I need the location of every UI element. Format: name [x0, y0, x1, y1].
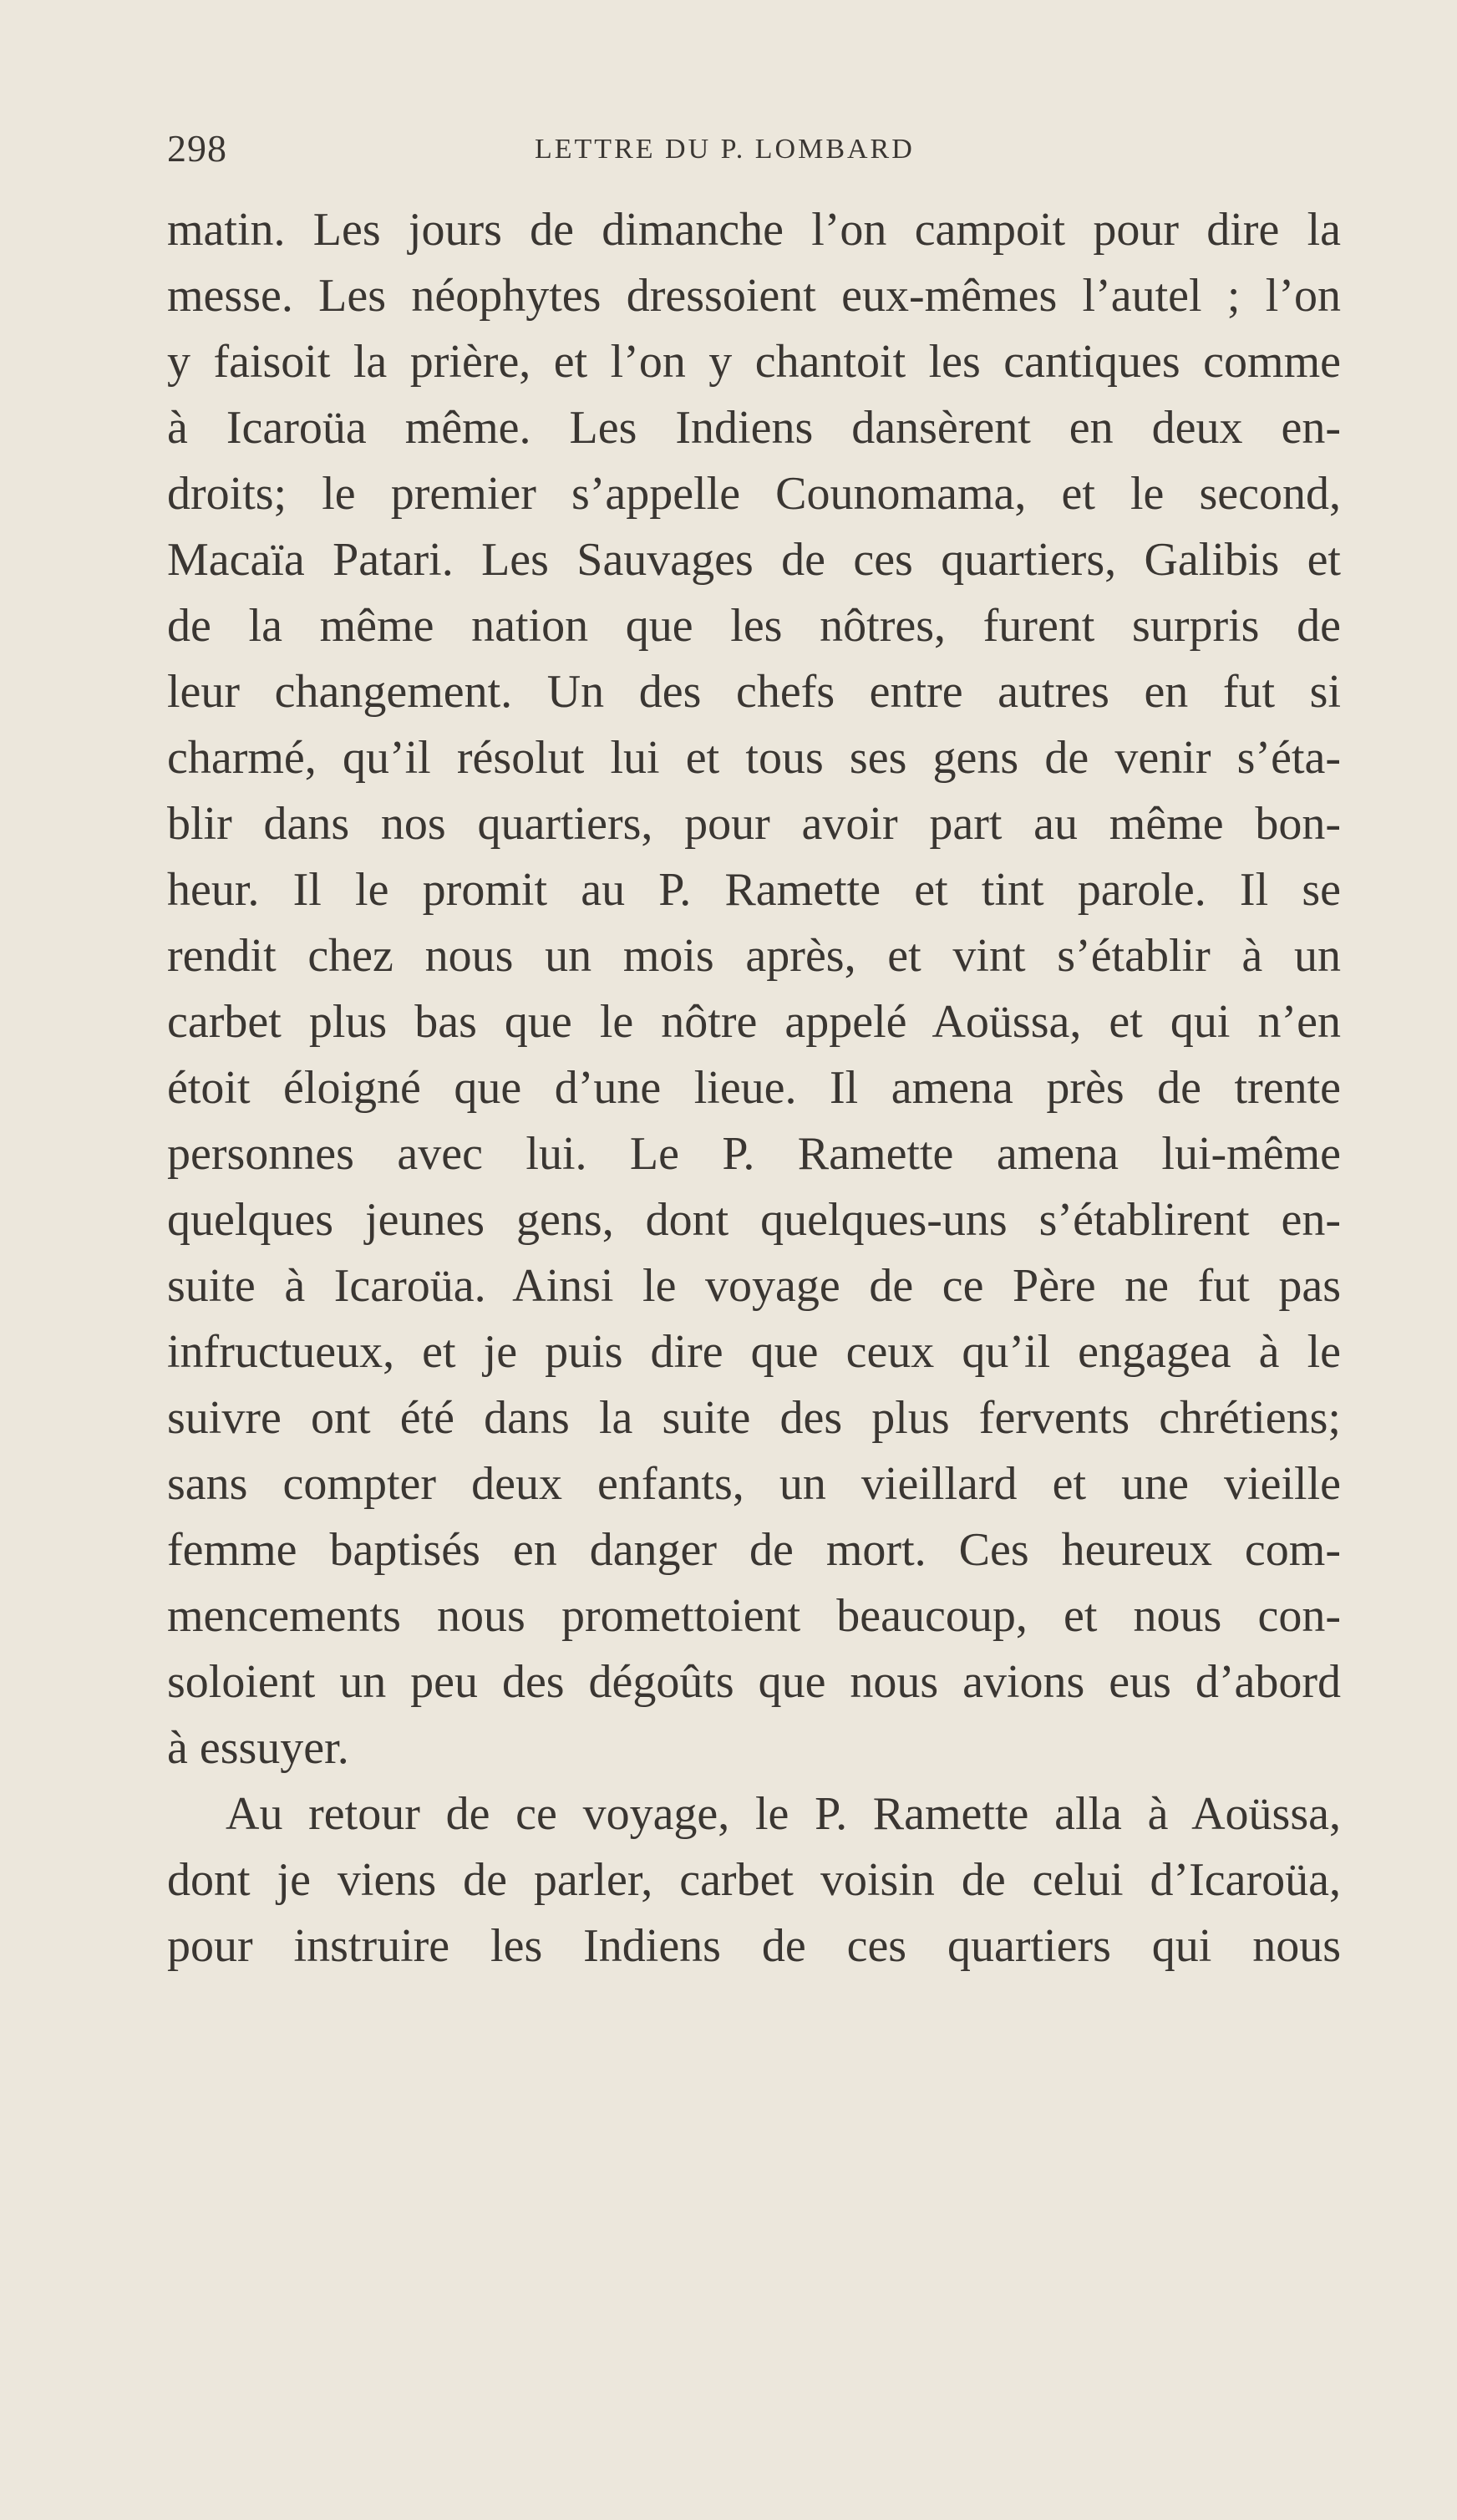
text-line-5: droits; le premier s’appelle Counomama, et le second,	[167, 468, 1341, 520]
text-line-20: sans compter deux enfants, un vieillard et une vieille	[167, 1458, 1341, 1510]
text-line-15: personnes avec lui. Le P. Ramette amena lui-même	[167, 1128, 1341, 1180]
text-line-16: quelques jeunes gens, dont quelques-uns s’établirent en-	[167, 1194, 1341, 1246]
text-line-10: blir dans nos quartiers, pour avoir part au même bon-	[167, 798, 1341, 850]
text-line-2: messe. Les néophytes dressoient eux-mêmes l’autel ; l’on	[167, 270, 1341, 322]
text-line-19: suivre ont été dans la suite des plus fervents chrétiens;	[167, 1392, 1341, 1444]
text-line-21: femme baptisés en danger de mort. Ces heureux com-	[167, 1524, 1341, 1576]
text-line-7: de la même nation que les nôtres, furent surpris de	[167, 600, 1341, 652]
text-line-18: infructueux, et je puis dire que ceux qu’il engagea à le	[167, 1326, 1341, 1378]
text-line-13: carbet plus bas que le nôtre appelé Aoüssa, et qui n’en	[167, 996, 1341, 1048]
page-number: 298	[167, 127, 227, 170]
text-line-22: mencements nous promettoient beaucoup, et nous con-	[167, 1590, 1341, 1642]
text-line-26: dont je viens de parler, carbet voisin de celui d’Icaroüa,	[167, 1854, 1341, 1906]
text-line-9: charmé, qu’il résolut lui et tous ses gens de venir s’éta-	[167, 732, 1341, 784]
text-line-14: étoit éloigné que d’une lieue. Il amena près de trente	[167, 1062, 1341, 1114]
text-line-3: y faisoit la prière, et l’on y chantoit les cantiques comme	[167, 336, 1341, 388]
text-line-1: matin. Les jours de dimanche l’on campoit pour dire la	[167, 204, 1341, 256]
text-line-6: Macaïa Patari. Les Sauvages de ces quartiers, Galibis et	[167, 534, 1341, 586]
running-title: LETTRE DU P. LOMBARD	[535, 134, 915, 165]
text-line-23: soloient un peu des dégoûts que nous avions eus d’abord	[167, 1656, 1341, 1708]
text-line-24: à essuyer.	[167, 1722, 349, 1774]
page-header	[167, 124, 1341, 174]
text-line-11: heur. Il le promit au P. Ramette et tint parole. Il se	[167, 864, 1341, 916]
text-line-8: leur changement. Un des chefs entre autres en fut si	[167, 666, 1341, 718]
text-line-4: à Icaroüa même. Les Indiens dansèrent en deux en-	[167, 402, 1341, 454]
text-line-12: rendit chez nous un mois après, et vint s’établir à un	[167, 930, 1341, 982]
text-line-17: suite à Icaroüa. Ainsi le voyage de ce Père ne fut pas	[167, 1260, 1341, 1312]
text-line-25: Au retour de ce voyage, le P. Ramette alla à Aoüssa,	[226, 1788, 1341, 1840]
body-text	[167, 197, 1341, 1979]
text-line-27: pour instruire les Indiens de ces quartiers qui nous	[167, 1920, 1341, 1972]
